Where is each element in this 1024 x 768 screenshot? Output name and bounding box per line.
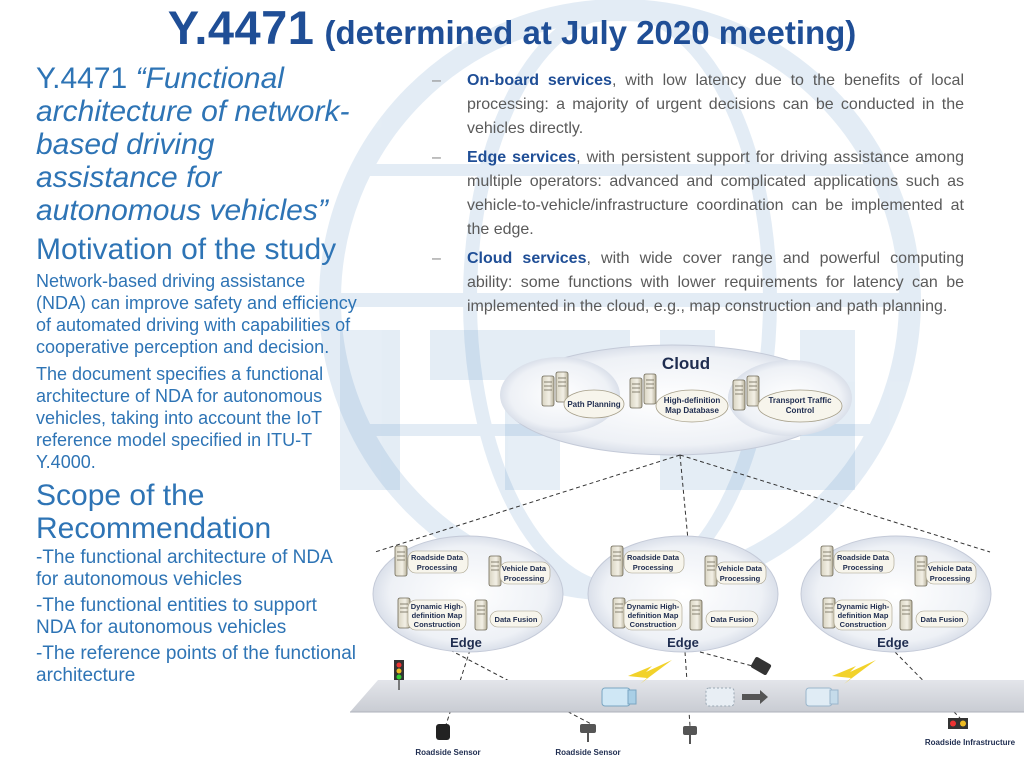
service-desc: , with persistent support for driving assistance among multiple operators: advanced and complicated applications such as vehicle-to-vehicle/infrastructure coordination can be implemented at the edge. — [467, 149, 965, 238]
edge-node-2 — [588, 536, 778, 652]
vehicle-icon — [806, 688, 838, 706]
svg-text:Processing: Processing — [929, 574, 971, 583]
scope-item: -The functional entities to support NDA for autonomous vehicles — [36, 595, 317, 638]
svg-text:Dynamic High-: Dynamic High- — [626, 602, 680, 611]
vehicle-icon — [602, 688, 636, 706]
svg-text:definition Map: definition Map — [411, 611, 463, 620]
svg-text:Data Fusion: Data Fusion — [920, 615, 964, 624]
svg-text:Construction: Construction — [413, 620, 461, 629]
service-desc: , with low latency due to the benefits of local processing: a majority of urgent decisions can be conducted in the vehicles directly. — [467, 72, 964, 137]
service-bullet-onboard: – On-board services, with low latency due to the benefits of local processing: a majority of urgent decisions can be conducted in the vehicles directly. — [432, 72, 964, 137]
cloud-label: Cloud — [661, 354, 711, 373]
svg-text:Processing: Processing — [416, 563, 458, 572]
roadside-infrastructure-icon — [925, 718, 1016, 747]
svg-text:Roadside Data: Roadside Data — [410, 553, 464, 562]
roadside-sensor-icon — [555, 724, 620, 757]
scope-heading: Scope of the Recommendation — [36, 479, 272, 545]
server-label: High-definition — [663, 396, 721, 405]
edge-label: Edge — [450, 635, 482, 650]
server-label: Path Planning — [567, 400, 621, 409]
motivation-paragraph-2: The document specifies a functional architecture of NDA for autonomous vehicles, taking into account the IoT reference model specified in ITU-T Y.4000. — [36, 364, 324, 472]
svg-text:Edge: Edge — [877, 635, 909, 650]
road — [350, 680, 1024, 712]
title-sub: (determined at July 2020 meeting) — [324, 14, 857, 51]
service-desc: , with wide cover range and powerful computing ability: some functions with lower requirements for latency can be implemented in the cloud, e.g., map construction and path planning. — [467, 250, 964, 315]
svg-text:Processing: Processing — [632, 563, 674, 572]
roadside-sensor-icon — [415, 724, 480, 757]
svg-text:Roadside Data: Roadside Data — [626, 553, 680, 562]
service-name: Edge services — [467, 149, 577, 166]
motivation-heading: Motivation of the study — [36, 233, 337, 266]
left-column — [36, 62, 358, 687]
svg-text:Construction: Construction — [839, 620, 887, 629]
roadside-camera-icon — [750, 656, 772, 675]
svg-text:Dynamic High-: Dynamic High- — [410, 602, 464, 611]
svg-text:Data Fusion: Data Fusion — [710, 615, 754, 624]
edge-node-3 — [801, 536, 991, 652]
edge-item-label: Data Fusion — [494, 615, 538, 624]
edge-node-1 — [373, 536, 563, 652]
svg-text:Processing: Processing — [503, 574, 545, 583]
rec-prefix: Y.4471 — [36, 62, 136, 95]
svg-text:definition Map: definition Map — [627, 611, 679, 620]
scope-item: -The functional architecture of NDA for autonomous vehicles — [36, 547, 332, 590]
svg-text:Vehicle Data: Vehicle Data — [927, 564, 973, 573]
svg-text:Vehicle Data: Vehicle Data — [501, 564, 547, 573]
svg-text:Edge: Edge — [667, 635, 699, 650]
svg-text:Construction: Construction — [629, 620, 677, 629]
roadside-sensor-icon — [683, 726, 697, 744]
svg-text:Processing: Processing — [842, 563, 884, 572]
svg-text:Processing: Processing — [719, 574, 761, 583]
roadside-infrastructure-label: Roadside Infrastructure — [924, 738, 1016, 747]
svg-text:Dynamic High-: Dynamic High- — [836, 602, 890, 611]
page-title — [0, 0, 1024, 60]
scope-item: -The reference points of the functional architecture — [36, 643, 357, 686]
svg-text:definition Map: definition Map — [837, 611, 889, 620]
services-list — [432, 69, 964, 324]
title-main: Y.4471 — [167, 1, 315, 54]
roadside-sensor-label: Roadside Sensor — [415, 748, 481, 757]
roadside-sensor-label: Roadside Sensor — [555, 748, 621, 757]
service-bullet-edge: – Edge services, with persistent support for driving assistance among multiple operators: advanced and complicated applications such as vehicle-to-vehicle/infrastructure coordination can be implemented at the edge. — [432, 149, 965, 238]
svg-text:Vehicle Data: Vehicle Data — [717, 564, 763, 573]
service-name: On-board services — [467, 72, 612, 89]
server-label: Transport Traffic — [768, 396, 832, 405]
svg-text:Roadside Data: Roadside Data — [836, 553, 890, 562]
cloud-group — [500, 345, 852, 455]
svg-text:Map Database: Map Database — [665, 406, 719, 415]
service-name: Cloud services — [467, 250, 587, 267]
vehicle-icon — [706, 688, 734, 706]
rec-title: “Functional architecture of network-based driving assistance for autonomous vehicles” — [36, 62, 350, 227]
service-bullet-cloud: – Cloud services, with wide cover range and powerful computing ability: some functions with lower requirements for latency can be implemented in the cloud, e.g., map construction and path planning. — [432, 250, 964, 315]
motivation-paragraph-1: Network-based driving assistance (NDA) can improve safety and efficiency of automated driving with capabilities of cooperative perception and decision. — [36, 271, 357, 357]
svg-text:Control: Control — [785, 406, 815, 415]
recommendation-title — [36, 62, 358, 227]
